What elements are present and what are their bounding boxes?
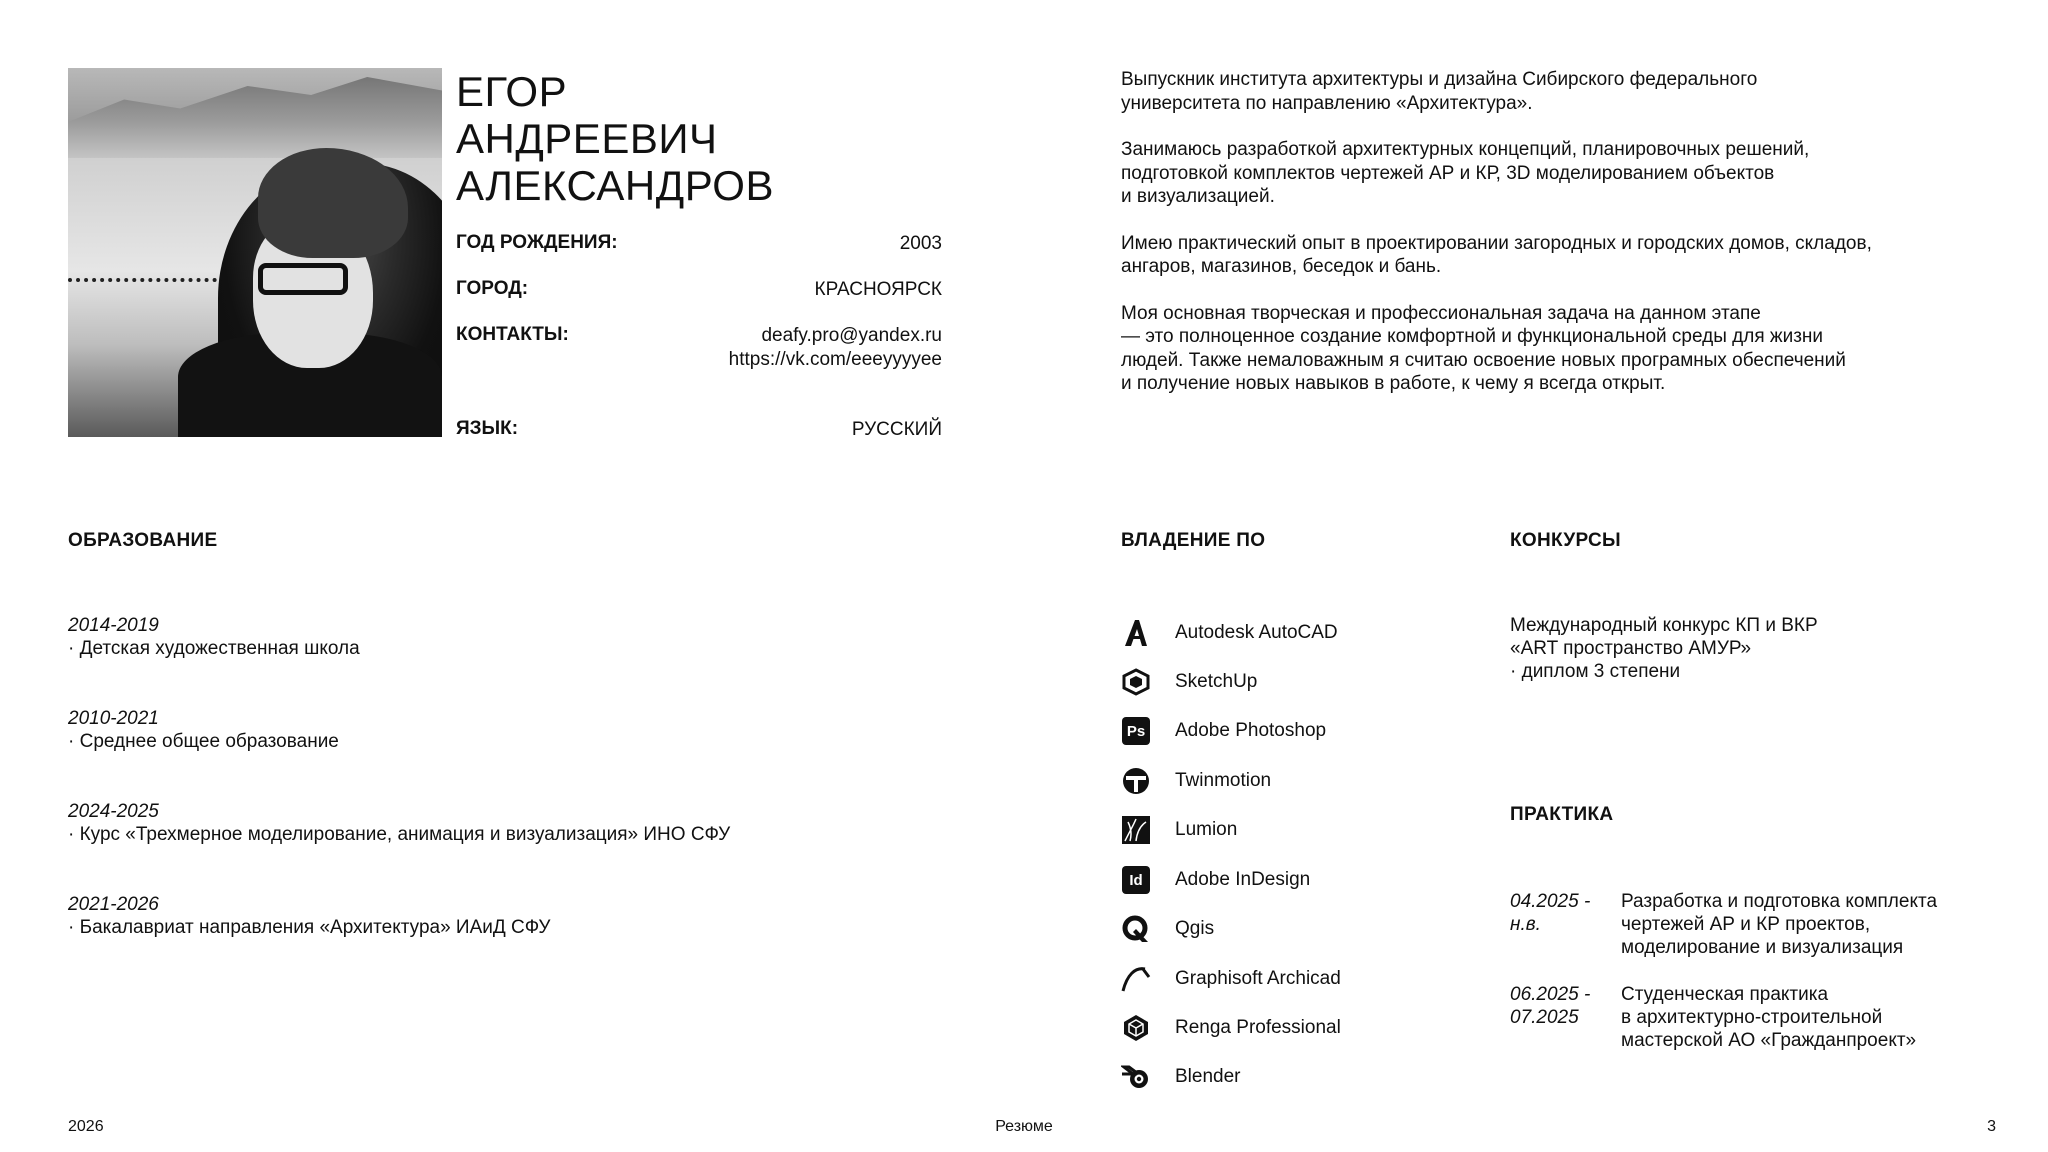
education-text: · Курс «Трехмерное моделирование, анимация и визуализация» ИНО СФУ <box>68 824 731 845</box>
software-item <box>1121 912 1214 946</box>
vk-link[interactable]: https://vk.com/eeeyyyyee <box>728 349 942 370</box>
education-years: 2010-2021 <box>68 708 159 729</box>
contests-title: КОНКУРСЫ <box>1510 530 1621 551</box>
email-link[interactable]: deafy.pro@yandex.ru <box>761 325 942 346</box>
software-label: Adobe InDesign <box>1175 869 1311 890</box>
contest-name: Международный конкурс КП и ВКР <box>1510 615 1818 636</box>
software-label: Qgis <box>1175 918 1215 939</box>
archicad-icon <box>1121 964 1151 994</box>
birth-value: 2003 <box>899 233 942 254</box>
birth-label: ГОД РОЖДЕНИЯ: <box>456 232 618 253</box>
footer-title: Резюме <box>995 1118 1053 1135</box>
profile-photo <box>68 68 442 437</box>
photoshop-icon: Ps <box>1121 716 1151 746</box>
photo-hair <box>258 148 408 258</box>
name-patronymic: АНДРЕЕВИЧ <box>456 115 718 162</box>
blender-icon <box>1121 1062 1151 1092</box>
software-label: Blender <box>1175 1066 1241 1087</box>
education-years: 2021-2026 <box>68 894 159 915</box>
education-text: · Детская художественная школа <box>68 638 360 659</box>
contest-item <box>1510 614 1990 683</box>
practice-title: ПРАКТИКА <box>1510 804 1614 825</box>
software-item <box>1121 813 1237 847</box>
practice-description: Студенческая практика в архитектурно-строительной мастерской АО «Гражданпроект» <box>1621 984 1917 1051</box>
autocad-icon <box>1121 618 1151 648</box>
renga-icon <box>1121 1013 1151 1043</box>
software-item <box>1121 863 1310 897</box>
education-item <box>68 707 339 753</box>
contest-subtitle: «ART пространство АМУР» <box>1510 638 1752 659</box>
education-title: ОБРАЗОВАНИЕ <box>68 530 218 551</box>
full-name <box>456 68 774 209</box>
practice-description: Разработка и подготовка комплекта чертежей АР и КР проектов, моделирование и визуализация <box>1621 891 1938 958</box>
city-label: ГОРОД: <box>456 278 529 299</box>
qgis-icon <box>1121 914 1151 944</box>
footer-year: 2026 <box>68 1118 104 1135</box>
contacts-label: КОНТАКТЫ: <box>456 324 569 345</box>
software-item <box>1121 1060 1241 1094</box>
language-label: ЯЗЫК: <box>456 418 519 439</box>
bio <box>1121 68 2011 419</box>
bio-paragraph-3: Имею практический опыт в проектировании загородных и городских домов, складов, ангаров, магазинов, беседок и бань. <box>1121 232 1872 277</box>
education-item <box>68 893 550 939</box>
software-label: Lumion <box>1175 819 1238 840</box>
software-item <box>1121 714 1326 748</box>
city-value: КРАСНОЯРСК <box>814 279 942 300</box>
page-number: 3 <box>1987 1118 1996 1135</box>
software-title: ВЛАДЕНИЕ ПО <box>1121 530 1266 551</box>
education-item <box>68 614 360 660</box>
bio-paragraph-1: Выпускник института архитектуры и дизайна Сибирского федерального университета по направлению «Архитектура». <box>1121 69 1758 114</box>
bio-paragraph-4: Моя основная творческая и профессиональная задача на данном этапе — это полноценное создание комфортной и функциональной среды для жизни людей. Также немаловажным я считаю освоение новых програмных обеспечений и получение новых навыков в работе, к чему я всегда открыт. <box>1121 302 1846 394</box>
lumion-icon <box>1121 815 1151 845</box>
contacts-value <box>729 324 942 372</box>
software-item <box>1121 764 1271 798</box>
education-text: · Среднее общее образование <box>68 731 339 752</box>
photo-background-hills <box>68 68 442 158</box>
indesign-icon: Id <box>1121 865 1151 895</box>
software-label: Adobe Photoshop <box>1175 720 1327 741</box>
education-text: · Бакалавриат направления «Архитектура» ИАиД СФУ <box>68 917 551 938</box>
software-label: SketchUp <box>1175 671 1258 692</box>
software-item <box>1121 1011 1341 1045</box>
software-label: Twinmotion <box>1175 770 1272 791</box>
photo-glasses <box>258 263 348 295</box>
language-value: РУССКИЙ <box>851 419 942 440</box>
name-first: ЕГОР <box>456 68 568 115</box>
name-last: АЛЕКСАНДРОВ <box>456 162 774 209</box>
software-label: Graphisoft Archicad <box>1175 968 1341 989</box>
practice-date: 06.2025 - 07.2025 <box>1510 984 1591 1028</box>
bio-paragraph-2: Занимаюсь разработкой архитектурных концепций, планировочных решений, подготовкой комплектов чертежей АР и КР, 3D моделированием объектов и визуализацией. <box>1121 139 1810 207</box>
contest-award: · диплом 3 степени <box>1510 661 1681 682</box>
software-item <box>1121 665 1257 699</box>
software-item <box>1121 962 1341 996</box>
software-label: Autodesk AutoCAD <box>1175 622 1338 643</box>
education-years: 2014-2019 <box>68 615 159 636</box>
practice-date: 04.2025 - н.в. <box>1510 891 1591 935</box>
twinmotion-icon <box>1121 766 1151 796</box>
software-item <box>1121 616 1338 650</box>
software-label: Renga Professional <box>1175 1017 1341 1038</box>
sketchup-icon <box>1121 667 1151 697</box>
education-years: 2024-2025 <box>68 801 159 822</box>
education-item <box>68 800 730 846</box>
